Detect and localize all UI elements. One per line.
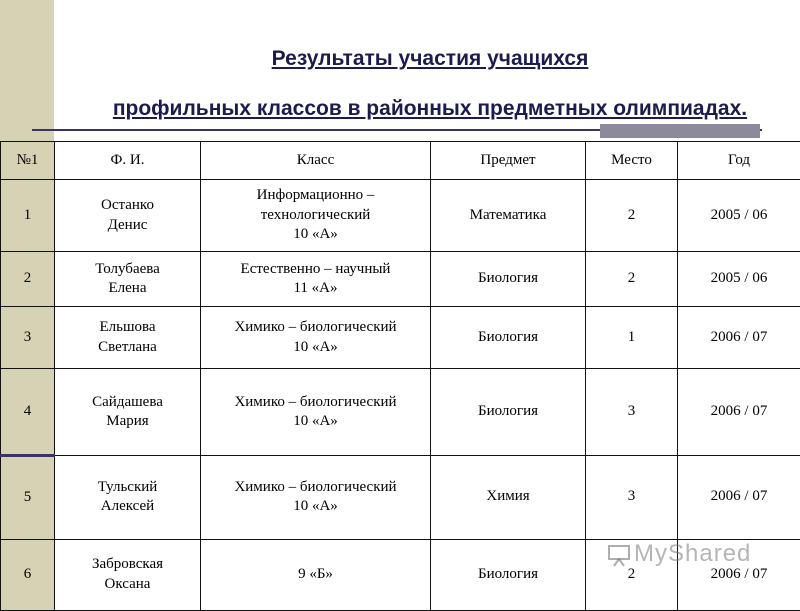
- accent-bar: [600, 124, 760, 138]
- cell-year: 2006 / 07: [678, 307, 800, 369]
- table-row: [1, 252, 800, 307]
- cell-name: Толубаева Елена: [55, 252, 201, 307]
- header-class: Класс: [201, 142, 431, 180]
- header-name: Ф. И.: [55, 142, 201, 180]
- cell-place: 2: [586, 539, 678, 610]
- cell-class: Химико – биологический 10 «А»: [201, 455, 431, 539]
- table-row: [1, 369, 800, 455]
- cell-year: 2006 / 07: [678, 369, 800, 455]
- cell-name: Ельшова Светлана: [55, 307, 201, 369]
- cell-place: 2: [586, 252, 678, 307]
- cell-num: 2: [1, 252, 55, 307]
- cell-num: 6: [1, 539, 55, 610]
- cell-subject: Биология: [431, 539, 586, 610]
- title-line-2: профильных классов в районных предметных олимпиадах.: [113, 97, 747, 120]
- cell-year: 2006 / 07: [678, 539, 800, 610]
- table-row: [1, 307, 800, 369]
- cell-name: Останко Денис: [55, 180, 201, 252]
- cell-class: 9 «Б»: [201, 539, 431, 610]
- watermark: [606, 540, 751, 568]
- cell-num: 1: [1, 180, 55, 252]
- presentation-board-icon: [606, 542, 632, 568]
- cell-subject: Математика: [431, 180, 586, 252]
- header-subject: Предмет: [431, 142, 586, 180]
- cell-num: 3: [1, 307, 55, 369]
- cell-class: Химико – биологический 10 «А»: [201, 369, 431, 455]
- cell-place: 3: [586, 455, 678, 539]
- cell-subject: Химия: [431, 455, 586, 539]
- header-year: Год: [678, 142, 800, 180]
- cell-class: Естественно – научный 11 «А»: [201, 252, 431, 307]
- cell-place: 3: [586, 369, 678, 455]
- cell-name: Тульский Алексей: [55, 455, 201, 539]
- cell-year: 2005 / 06: [678, 252, 800, 307]
- table-row: [1, 455, 800, 539]
- cell-place: 2: [586, 180, 678, 252]
- cell-num: 4: [1, 369, 55, 455]
- watermark-text: MyShared: [634, 540, 751, 567]
- cell-class: Информационно – технологический 10 «А»: [201, 180, 431, 252]
- cell-name: Забровская Оксана: [55, 539, 201, 610]
- cell-year: 2006 / 07: [678, 455, 800, 539]
- cell-place: 1: [586, 307, 678, 369]
- cell-name: Сайдашева Мария: [55, 369, 201, 455]
- cell-subject: Биология: [431, 369, 586, 455]
- cell-subject: Биология: [431, 252, 586, 307]
- cell-year: 2005 / 06: [678, 180, 800, 252]
- table-header-row: [1, 142, 800, 180]
- header-place: Место: [586, 142, 678, 180]
- cell-num: 5: [1, 455, 55, 539]
- cell-subject: Биология: [431, 307, 586, 369]
- header-num: №1: [1, 142, 55, 180]
- cell-class: Химико – биологический 10 «А»: [201, 307, 431, 369]
- title-line-1: Результаты участия учащихся: [272, 47, 589, 70]
- table-row: [1, 180, 800, 252]
- page-title: [40, 34, 800, 134]
